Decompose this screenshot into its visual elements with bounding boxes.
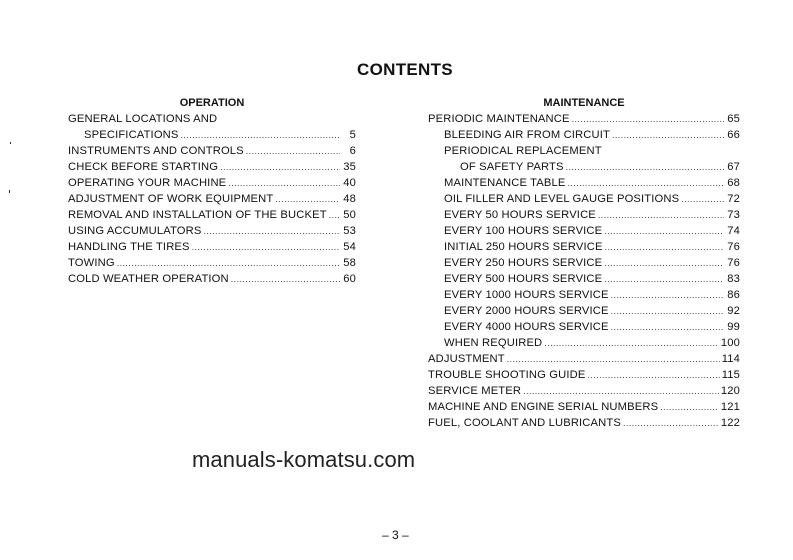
- operation-toc-list: [68, 111, 356, 287]
- toc-entry-label: EVERY 50 HOURS SERVICE: [444, 209, 596, 221]
- toc-entry[interactable]: [428, 175, 740, 191]
- toc-entry[interactable]: [428, 255, 740, 271]
- toc-entry-page: 40: [343, 177, 356, 189]
- scan-speck: [9, 190, 10, 193]
- toc-entry-label: GENERAL LOCATIONS AND: [68, 113, 218, 125]
- toc-entry-label: COLD WEATHER OPERATION: [68, 273, 229, 285]
- dot-leader: [604, 223, 724, 239]
- toc-entry-label: WHEN REQUIRED: [444, 337, 543, 349]
- maintenance-section: [428, 96, 740, 431]
- operation-heading: OPERATION: [179, 97, 245, 109]
- dot-leader: [192, 239, 340, 255]
- toc-entry-page: 68: [727, 177, 740, 189]
- toc-entry-page: 35: [343, 161, 356, 173]
- toc-entry-label: OPERATING YOUR MACHINE: [68, 177, 227, 189]
- toc-entry-page: 121: [720, 401, 740, 413]
- dot-leader: [117, 255, 340, 271]
- toc-entry-label: SPECIFICATIONS: [84, 129, 179, 141]
- toc-entry-page: 114: [721, 353, 740, 365]
- toc-entry[interactable]: [68, 191, 356, 207]
- toc-entry[interactable]: [68, 127, 356, 143]
- dot-leader: [611, 319, 724, 335]
- dot-leader: [587, 367, 719, 383]
- toc-entry-label: EVERY 250 HOURS SERVICE: [444, 257, 603, 269]
- dot-leader: [611, 303, 724, 319]
- toc-entry-label: ADJUSTMENT OF WORK EQUIPMENT: [68, 193, 274, 205]
- toc-entry-label: ADJUSTMENT: [428, 353, 505, 365]
- toc-entry-page: 99: [727, 321, 740, 333]
- dot-leader: [507, 351, 720, 367]
- toc-entry-page: 66: [727, 129, 740, 141]
- toc-entry[interactable]: [428, 159, 740, 175]
- toc-entry-page: 76: [727, 241, 740, 253]
- toc-entry-page: 65: [727, 113, 740, 125]
- toc-entry-label: USING ACCUMULATORS: [68, 225, 202, 237]
- toc-entry[interactable]: [428, 207, 740, 223]
- toc-entry[interactable]: [428, 319, 740, 335]
- toc-entry[interactable]: [428, 351, 740, 367]
- dot-leader: [566, 159, 724, 175]
- dot-leader: [203, 223, 340, 239]
- watermark-url: manuals-komatsu.com: [192, 447, 416, 472]
- toc-entry[interactable]: [68, 271, 356, 287]
- toc-entry[interactable]: [428, 383, 740, 399]
- toc-entry-label: OF SAFETY PARTS: [460, 161, 564, 173]
- toc-entry[interactable]: [428, 239, 740, 255]
- page-title: CONTENTS: [357, 60, 453, 79]
- dot-leader: [660, 399, 719, 415]
- toc-entry-page: 120: [720, 385, 740, 397]
- dot-leader: [275, 191, 340, 207]
- dot-leader: [572, 111, 724, 127]
- toc-entry-label: SERVICE METER: [428, 385, 522, 397]
- toc-entry-page: 72: [727, 193, 740, 205]
- toc-entry-page: 86: [727, 289, 740, 301]
- dot-leader: [181, 127, 340, 143]
- dot-leader: [681, 191, 724, 207]
- toc-entry-label: EVERY 1000 HOURS SERVICE: [444, 289, 609, 301]
- toc-entry[interactable]: [68, 223, 356, 239]
- toc-entry[interactable]: [428, 127, 740, 143]
- toc-entry-page: 50: [343, 209, 356, 221]
- page-number: – 3 –: [382, 528, 409, 542]
- toc-entry-label: REMOVAL AND INSTALLATION OF THE BUCKET: [68, 209, 327, 221]
- toc-entry-label: INSTRUMENTS AND CONTROLS: [68, 145, 244, 157]
- toc-entry-page: 67: [727, 161, 740, 173]
- dot-leader: [329, 207, 340, 223]
- toc-entry[interactable]: [428, 335, 740, 351]
- toc-entry-page: 53: [343, 225, 356, 237]
- toc-entry[interactable]: [428, 399, 740, 415]
- toc-entry[interactable]: [428, 415, 740, 431]
- dot-leader: [220, 159, 340, 175]
- toc-entry[interactable]: [428, 367, 740, 383]
- toc-entry[interactable]: [68, 207, 356, 223]
- toc-entry[interactable]: [428, 271, 740, 287]
- toc-entry-page: 122: [720, 417, 740, 429]
- toc-entry-label: CHECK BEFORE STARTING: [68, 161, 219, 173]
- toc-entry[interactable]: [428, 223, 740, 239]
- toc-entry-page: 100: [720, 337, 740, 349]
- toc-entry-page: 48: [343, 193, 356, 205]
- toc-entry-label: TROUBLE SHOOTING GUIDE: [428, 369, 586, 381]
- toc-entry[interactable]: [68, 255, 356, 271]
- toc-entry-page: 115: [721, 369, 740, 381]
- toc-entry-label: INITIAL 250 HOURS SERVICE: [444, 241, 603, 253]
- toc-entry-page: 76: [727, 257, 740, 269]
- toc-entry[interactable]: [68, 239, 356, 255]
- toc-entry-page: 5: [349, 129, 356, 141]
- toc-entry-page: 74: [727, 225, 740, 237]
- dot-leader: [598, 207, 724, 223]
- dot-leader: [568, 175, 725, 191]
- dot-leader: [228, 175, 340, 191]
- scan-speck: [10, 142, 11, 144]
- toc-entry-label: MAINTENANCE TABLE: [444, 177, 566, 189]
- dot-leader: [611, 287, 724, 303]
- operation-section: [68, 96, 356, 287]
- toc-entry-page: 60: [343, 273, 356, 285]
- dot-leader: [523, 383, 719, 399]
- maintenance-toc-list: [428, 111, 740, 431]
- toc-entry-label: PERIODIC MAINTENANCE: [428, 113, 570, 125]
- toc-entry-label: MACHINE AND ENGINE SERIAL NUMBERS: [428, 401, 659, 413]
- dot-leader: [604, 271, 724, 287]
- toc-entry-label: EVERY 500 HOURS SERVICE: [444, 273, 603, 285]
- toc-entry-page: 58: [343, 257, 356, 269]
- toc-entry[interactable]: [68, 143, 356, 159]
- toc-entry-label: TOWING: [68, 257, 115, 269]
- toc-entry-label: BLEEDING AIR FROM CIRCUIT: [444, 129, 610, 141]
- toc-entry[interactable]: [68, 111, 356, 127]
- toc-entry-page: 6: [349, 145, 356, 157]
- dot-leader: [246, 143, 340, 159]
- toc-entry[interactable]: [428, 111, 740, 127]
- dot-leader: [605, 239, 724, 255]
- toc-entry[interactable]: [428, 303, 740, 319]
- dot-leader: [544, 335, 719, 351]
- toc-entry-page: 92: [727, 305, 740, 317]
- toc-entry-label: OIL FILLER AND LEVEL GAUGE POSITIONS: [444, 193, 680, 205]
- toc-entry[interactable]: [68, 175, 356, 191]
- dot-leader: [231, 271, 340, 287]
- toc-entry[interactable]: [68, 159, 356, 175]
- toc-entry-label: EVERY 2000 HOURS SERVICE: [444, 305, 609, 317]
- dot-leader: [623, 415, 719, 431]
- toc-entry-page: 54: [343, 241, 356, 253]
- dot-leader: [604, 255, 724, 271]
- toc-entry-label: EVERY 4000 HOURS SERVICE: [444, 321, 609, 333]
- toc-entry-page: 73: [727, 209, 740, 221]
- toc-entry-label: HANDLING THE TIRES: [68, 241, 190, 253]
- toc-entry[interactable]: [428, 287, 740, 303]
- maintenance-heading: MAINTENANCE: [543, 97, 625, 109]
- toc-entry-page: 83: [727, 273, 740, 285]
- dot-leader: [612, 127, 724, 143]
- toc-entry[interactable]: [428, 191, 740, 207]
- toc-entry-label: PERIODICAL REPLACEMENT: [444, 145, 602, 157]
- toc-entry[interactable]: [428, 143, 740, 159]
- toc-entry-label: EVERY 100 HOURS SERVICE: [444, 225, 603, 237]
- toc-entry-label: FUEL, COOLANT AND LUBRICANTS: [428, 417, 621, 429]
